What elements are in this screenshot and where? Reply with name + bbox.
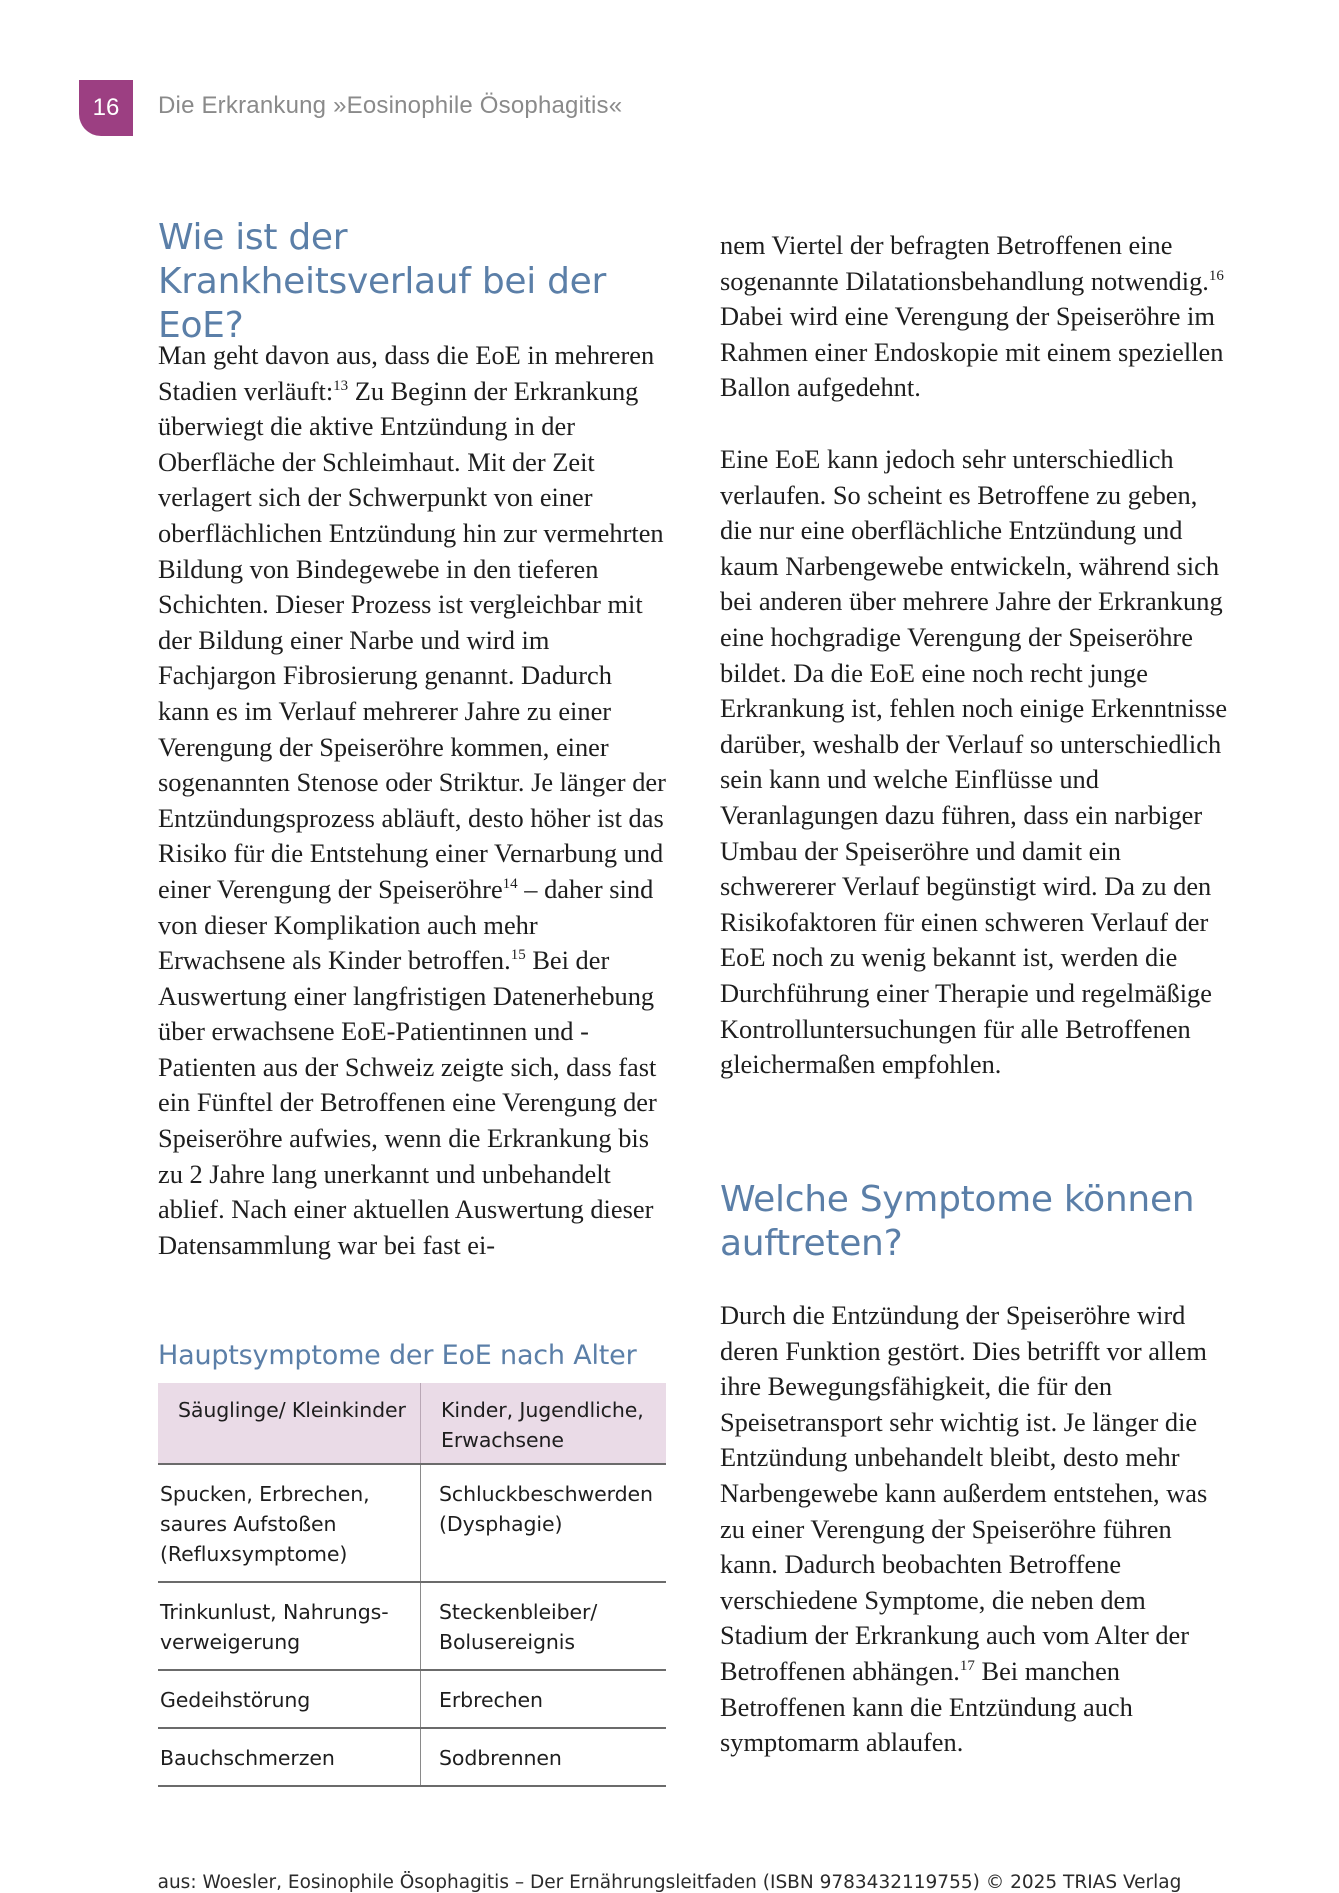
- paragraph-text: – daher sind von dieser Komplikation auch mehr Erwachsene als Kinder betroffen.: [158, 873, 654, 976]
- table-cell: Spucken, Erbrechen, saures Aufstoßen (Refluxsymptome): [158, 1464, 421, 1582]
- paragraph-text: Bei der Auswertung einer langfristigen Datenerhebung über erwachsene EoE-Patientinnen und -Patienten aus der Schweiz zeigte sich, dass fast ein Fünftel der Betroffenen eine Verengung der Speiseröhre aufwies, wenn die Erkrankung bis zu 2 Jahre lang unerkannt und unbehandelt ablief. Nach einer aktuellen Auswertung dieser Datensammlung war bei fast ei-: [158, 945, 657, 1260]
- table-header-cell: Säuglinge/ Kleinkinder: [158, 1383, 421, 1464]
- footnote-ref: 13: [333, 377, 349, 394]
- paragraph-text: Bei manchen Betroffenen kann die Entzündung auch symptomarm ablaufen.: [720, 1655, 1133, 1758]
- table-row: [158, 1670, 666, 1728]
- section-heading-symptoms: Welche Symptome können auftreten?: [720, 1179, 1195, 1264]
- footnote-ref: 17: [959, 1658, 975, 1675]
- table-row: [158, 1582, 666, 1670]
- footnote-ref: 14: [502, 876, 518, 893]
- table-header-row: [158, 1383, 666, 1464]
- symptom-table: [158, 1383, 666, 1787]
- symptom-table-box: [158, 1340, 668, 1787]
- footnote-ref: 16: [1208, 267, 1224, 284]
- paragraph-text: Durch die Entzündung der Speiseröhre wird deren Funktion gestört. Dies betrifft vor allem ihre Bewegungsfähigkeit, die für den Speisetransport sehr wichtig ist. Je länger die Entzündung unbehandelt bleibt, desto mehr Narbengewebe kann außerdem entstehen, was zu einer Verengung der Speiseröhre führen kann. Dadurch beobachten Betroffene verschiedene Symptome, die neben dem Stadium der Erkrankung auch vom Alter der Betroffenen abhängen.: [720, 1300, 1208, 1686]
- table-header-cell: Kinder, Jugendliche, Erwachsene: [421, 1383, 667, 1464]
- paragraph-variability: Eine EoE kann jedoch sehr unterschiedlich verlaufen. So scheint es Betroffene zu geben, die nur eine oberflächliche Entzündung und kaum Narbengewebe entwickeln, während sich bei anderen über mehrere Jahre der Erkrankung eine hochgradige Verengung der Speiseröhre bildet. Da die EoE eine noch recht junge Erkrankung ist, fehlen noch einige Erkenntnisse darüber, weshalb der Verlauf so unterschiedlich sein kann und welche Einflüsse und Veranlagungen dazu führen, dass ein narbiger Umbau der Speiseröhre und damit ein schwererer Verlauf begünstigt wird. Da zu den Risikofaktoren für einen schweren Verlauf der EoE noch zu wenig bekannt ist, werden die Durchführung einer Therapie und regelmäßige Kontrolluntersuchungen für alle Betroffenen gleichermaßen empfohlen.: [720, 444, 1228, 1080]
- table-title: Hauptsymptome der EoE nach Alter: [158, 1340, 637, 1371]
- paragraph-text: nem Viertel der befragten Betroffenen eine sogenannte Dilatationsbehandlung notwendig.: [720, 230, 1209, 296]
- table-row: [158, 1728, 666, 1786]
- running-title: Die Erkrankung »Eosinophile Ösophagitis«: [158, 92, 623, 119]
- footnote-ref: 15: [510, 947, 526, 964]
- table-cell: Erbrechen: [421, 1670, 667, 1728]
- paragraph-text: Zu Beginn der Erkrankung überwiegt die aktive Entzündung in der Oberfläche der Schleimhaut. Mit der Zeit verlagert sich der Schwerpunkt von einer oberflächlichen Entzündung hin zur vermehrten Bildung von Bindegewebe in den tieferen Schichten. Dieser Prozess ist vergleichbar mit der Bildung einer Narbe und wird im Fachjargon Fibrosierung genannt. Dadurch kann es im Verlauf mehrerer Jahre zu einer Verengung der Speiseröhre kommen, einer sogenannten Stenose oder Striktur. Je länger der Entzündungsprozess abläuft, desto höher ist das Risiko für die Entstehung einer Vernarbung und einer Verengung der Speiseröhre: [158, 375, 666, 904]
- table-cell: Sodbrennen: [421, 1728, 667, 1786]
- table-cell: Bauchschmerzen: [158, 1728, 421, 1786]
- table-cell: Steckenbleiber/ Bolusereignis: [421, 1582, 667, 1670]
- table-cell: Schluckbeschwerden (Dysphagie): [421, 1464, 667, 1582]
- table-row: [158, 1464, 666, 1582]
- paragraph-text: Dabei wird eine Verengung der Speiseröhre im Rahmen einer Endoskopie mit einem speziellen Ballon aufgedehnt.: [720, 301, 1224, 403]
- table-cell: Trinkunlust, Nahrungs-verweigerung: [158, 1582, 421, 1670]
- section-heading-course: Wie ist der Krankheitsverlauf bei der EoE?: [158, 217, 606, 346]
- paragraph-dilatation: [720, 228, 1230, 406]
- paragraph-text: Man geht davon aus, dass die EoE in mehreren Stadien verläuft:: [158, 340, 655, 406]
- page-number: 16: [79, 80, 133, 136]
- source-footer: aus: Woesler, Eosinophile Ösophagitis – Der Ernährungsleitfaden (ISBN 9783432119755) © 2025 TRIAS Verlag: [157, 1872, 1182, 1893]
- paragraph-symptoms: [720, 1298, 1230, 1761]
- paragraph-course: [158, 338, 668, 1263]
- table-cell: Gedeihstörung: [158, 1670, 421, 1728]
